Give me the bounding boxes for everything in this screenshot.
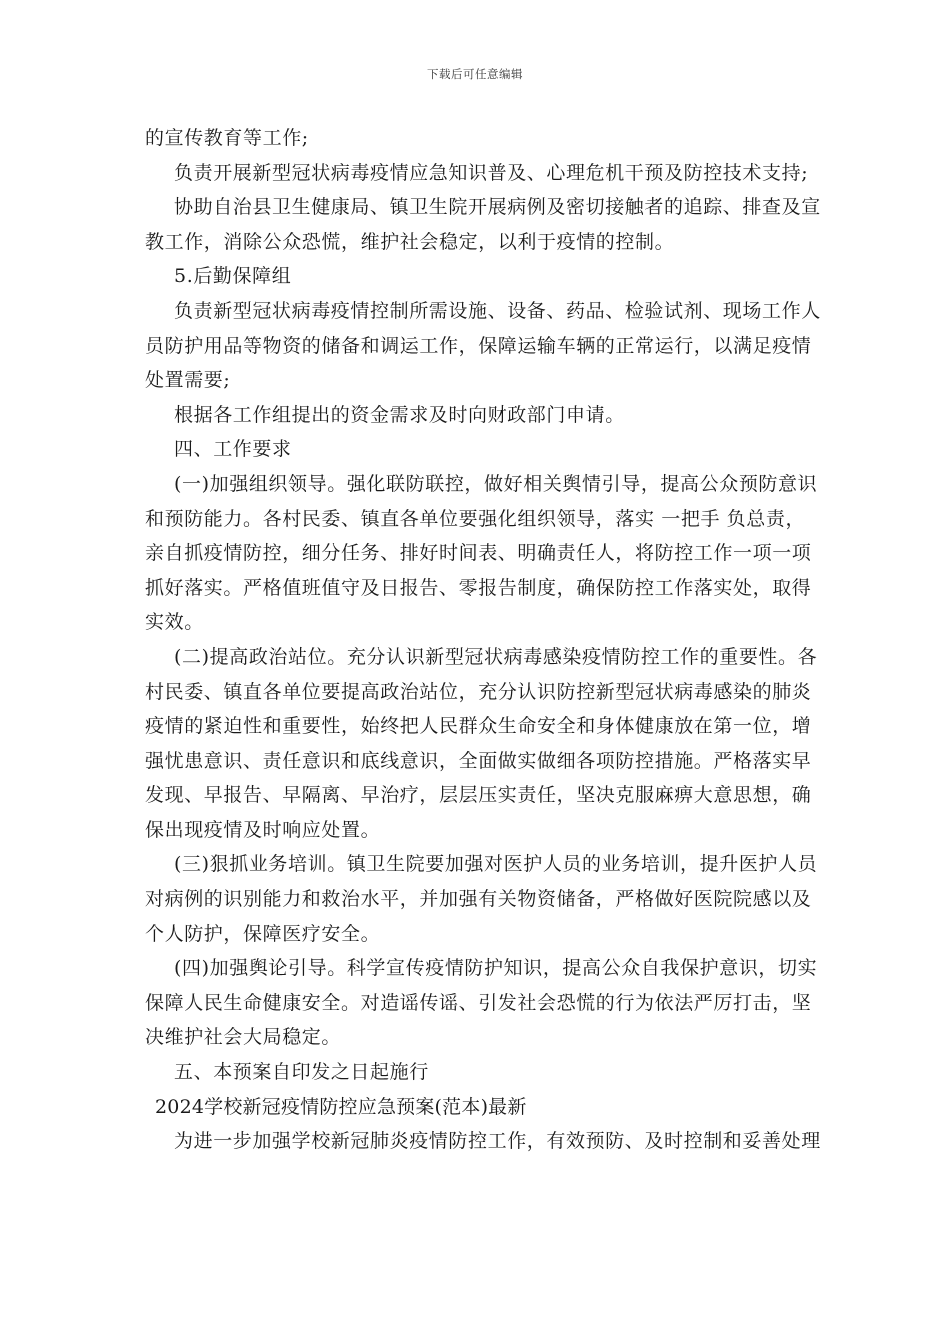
paragraph-line: 的宣传教育等工作;	[145, 127, 309, 149]
paragraph-line: 发现、早报告、早隔离、早治疗，层层压实责任，坚决克服麻痹大意思想，确	[145, 784, 812, 807]
paragraph-line: 处置需要;	[145, 369, 231, 392]
paragraph-line: 疫情的紧迫性和重要性，始终把人民群众生命安全和身体健康放在第一位，增	[145, 715, 812, 738]
paragraph-line: 教工作，消除公众恐慌，维护社会稳定，以利于疫情的控制。	[145, 230, 675, 253]
paragraph-line: 五、本预案自印发之日起施行	[174, 1061, 429, 1084]
paragraph-line: 根据各工作组提出的资金需求及时向财政部门申请。	[174, 403, 625, 426]
paragraph-line: 村民委、镇直各单位要提高政治站位，充分认识防控新型冠状病毒感染的肺炎	[145, 680, 812, 703]
section-title-line: 2024学校新冠疫情防控应急预案(范本)最新	[155, 1095, 527, 1118]
paragraph-line: 强忧患意识、责任意识和底线意识，全面做实做细各项防控措施。严格落实早	[145, 749, 812, 772]
paragraph-line: 为进一步加强学校新冠肺炎疫情防控工作，有效预防、及时控制和妥善处理	[174, 1130, 821, 1153]
paragraph-line: 保障人民生命健康安全。对造谣传谣、引发社会恐慌的行为依法严厉打击，坚	[145, 991, 812, 1014]
paragraph-line: 对病例的识别能力和救治水平，并加强有关物资储备，严格做好医院院感以及	[145, 888, 812, 911]
paragraph-line: 四、工作要求	[174, 438, 292, 461]
paragraph-line: (一)加强组织领导。强化联防联控，做好相关舆情引导，提高公众预防意识	[174, 472, 818, 495]
paragraph-line: 个人防护，保障医疗安全。	[145, 922, 381, 945]
paragraph-line: 和预防能力。各村民委、镇直各单位要强化组织领导，落实 一把手 负总责，	[145, 507, 806, 530]
paragraph-line: 亲自抓疫情防控，细分任务、排好时间表、明确责任人，将防控工作一项一项	[145, 542, 812, 565]
page-header-note: 下载后可任意编辑	[427, 67, 523, 81]
paragraph-line: 负责开展新型冠状病毒疫情应急知识普及、心理危机干预及防控技术支持;	[174, 161, 809, 184]
paragraph-line: 决维护社会大局稳定。	[145, 1026, 342, 1049]
paragraph-line: 抓好落实。严格值班值守及日报告、零报告制度，确保防控工作落实处，取得	[145, 576, 812, 599]
document-body	[145, 121, 821, 1159]
paragraph-line: 保出现疫情及时响应处置。	[145, 818, 381, 841]
paragraph-line: 5.后勤保障组	[174, 265, 292, 288]
paragraph-line: (二)提高政治站位。充分认识新型冠状病毒感染疫情防控工作的重要性。各	[174, 645, 818, 668]
paragraph-line: 负责新型冠状病毒疫情控制所需设施、设备、药品、检验试剂、现场工作人	[174, 299, 821, 322]
paragraph-line: 协助自治县卫生健康局、镇卫生院开展病例及密切接触者的追踪、排查及宣	[174, 196, 821, 219]
paragraph-line: (三)狠抓业务培训。镇卫生院要加强对医护人员的业务培训，提升医护人员	[174, 853, 818, 876]
paragraph-line: 实效。	[145, 611, 204, 634]
paragraph-line: 员防护用品等物资的储备和调运工作，保障运输车辆的正常运行，以满足疫情	[145, 334, 812, 357]
paragraph-line: (四)加强舆论引导。科学宣传疫情防护知识，提高公众自我保护意识，切实	[174, 957, 818, 980]
